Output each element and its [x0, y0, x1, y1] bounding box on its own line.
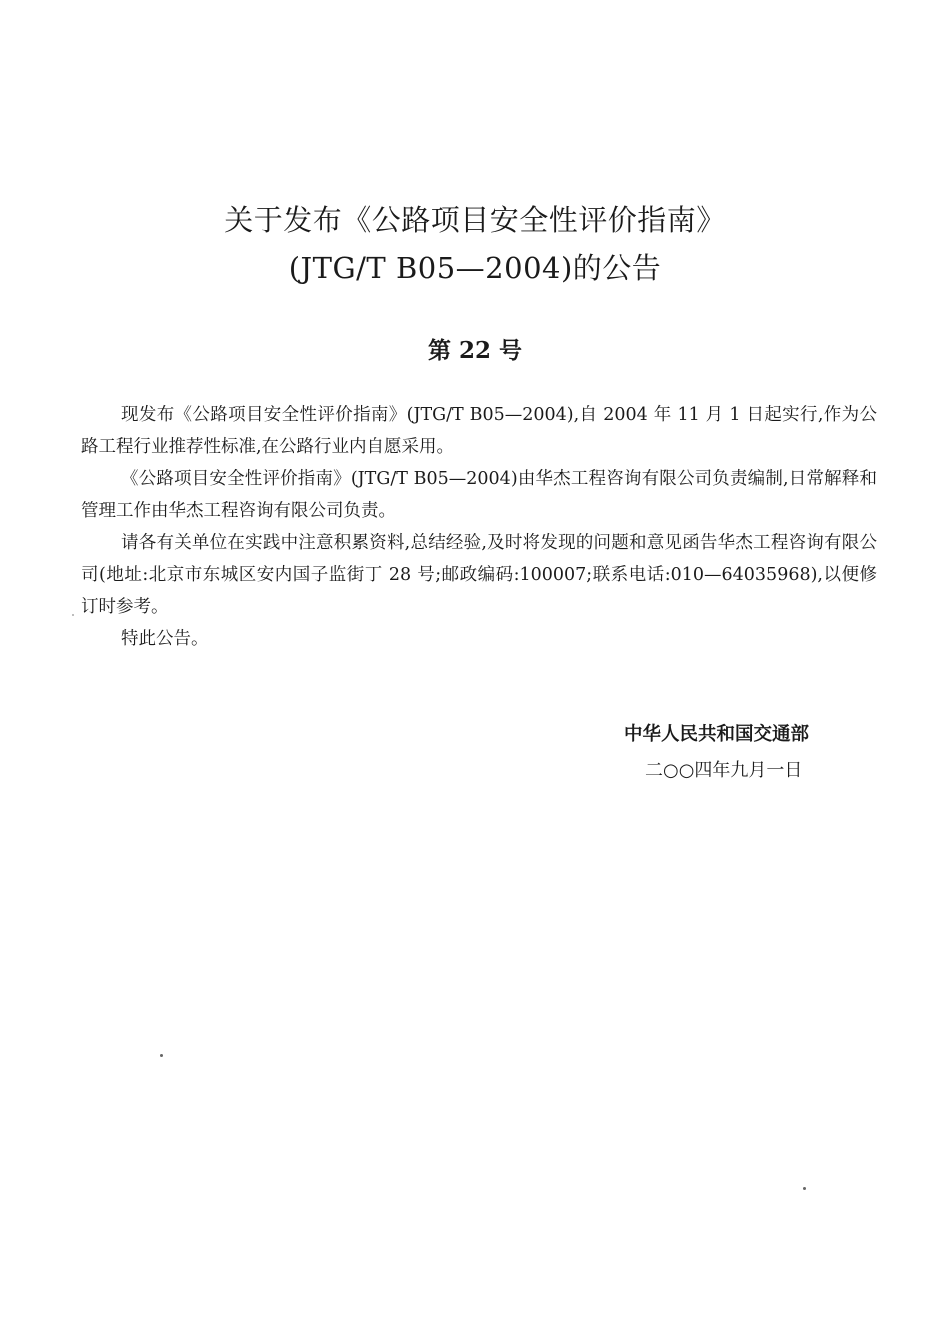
announcement-body	[81, 399, 877, 655]
scan-speck	[160, 1054, 163, 1057]
paragraph-effective-date: 现发布《公路项目安全性评价指南》(JTG/T B05—2004),自 2004 年 11 月 1 日起实行,作为公路工程行业推荐性标准,在公路行业内自愿采用。	[81, 405, 877, 457]
announcement-title-line-1: 关于发布《公路项目安全性评价指南》	[224, 203, 726, 237]
paragraph-compiler: 《公路项目安全性评价指南》(JTG/T B05—2004)由华杰工程咨询有限公司负责编制,日常解释和管理工作由华杰工程咨询有限公司负责。	[81, 469, 877, 521]
issuer-name: 中华人民共和国交通部	[624, 724, 810, 745]
scan-speck	[803, 1187, 806, 1190]
scan-speck	[72, 614, 74, 616]
announcement-number: 第 22 号	[427, 337, 523, 364]
paragraph-closing: 特此公告。	[121, 629, 209, 649]
issue-date: 二○○四年九月一日	[645, 760, 803, 781]
announcement-title-line-2: (JTG/T B05—2004)的公告	[288, 251, 662, 285]
paragraph-feedback: 请各有关单位在实践中注意积累资料,总结经验,及时将发现的问题和意见函告华杰工程咨询有限公司(地址:北京市东城区安内国子监街丁 28 号;邮政编码:100007;联系电话:010—64035968),以便修订时参考。	[81, 533, 877, 617]
